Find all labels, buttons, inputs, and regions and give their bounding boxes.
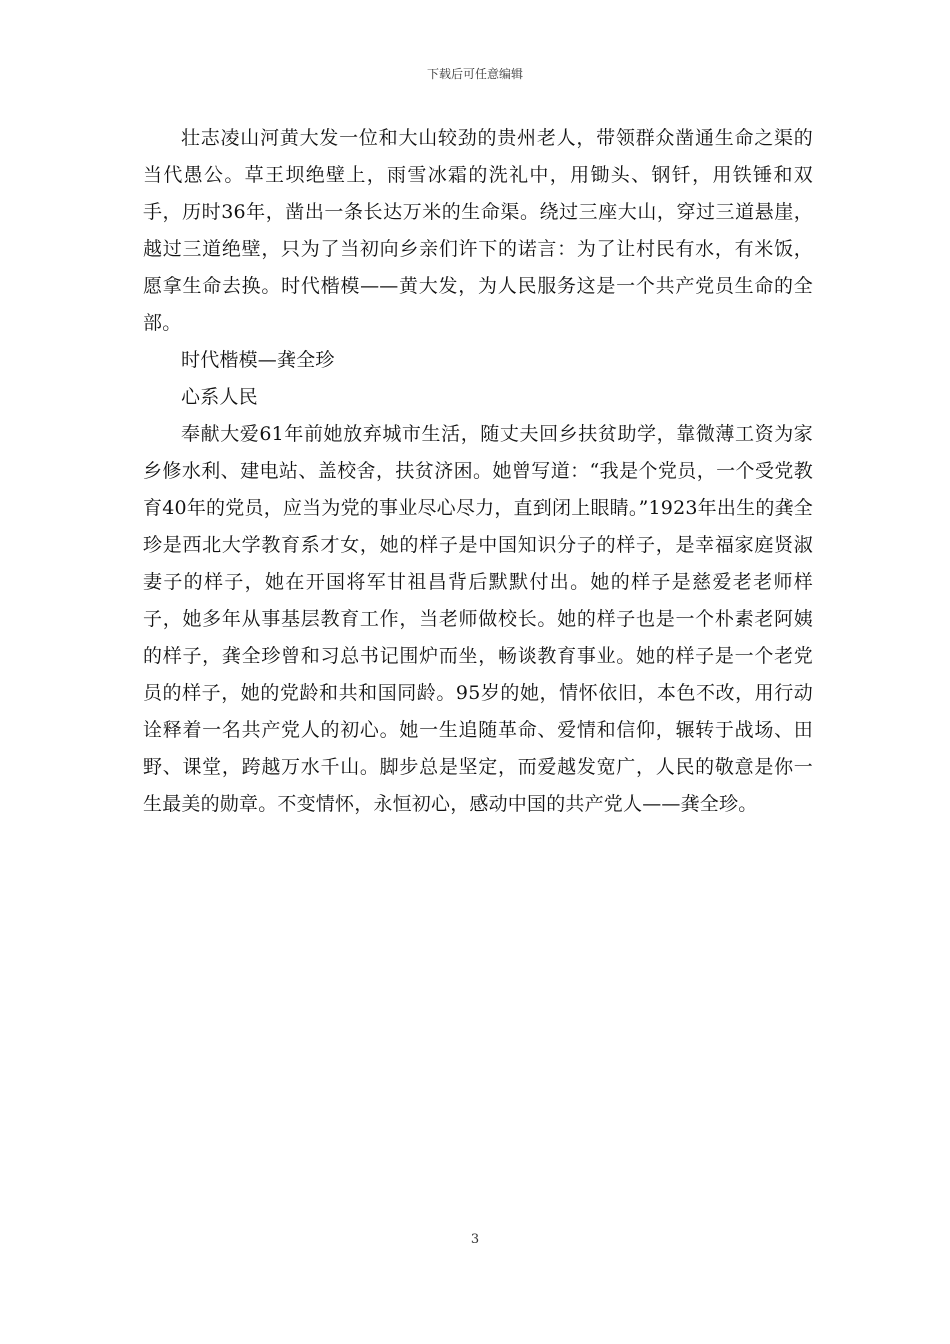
section-subheading: 心系人民 bbox=[181, 386, 258, 408]
page-number: 3 bbox=[470, 1232, 480, 1247]
paragraph-huang-dafa: 壮志凌山河黄大发一位和大山较劲的贵州老人，带领群众凿通生命之渠的当代愚公。草王坝绝壁上，雨雪冰霜的洗礼中，用锄头、钢钎，用铁锤和双手，历时36年，凿出一条长达万米的生命渠。绕过三座大山，穿过三道悬崖，越过三道绝壁，只为了当初向乡亲们许下的诺言：为了让村民有水，有米饭，愿拿生命去换。时代楷模——黄大发，为人民服务这是一个共产党员生命的全部。 bbox=[143, 127, 813, 334]
page-header: 下载后可任意编辑 bbox=[426, 67, 523, 81]
paragraph-gong-quanzhen: 奉献大爱61年前她放弃城市生活，随丈夫回乡扶贫助学，靠微薄工资为家乡修水利、建电站、盖校舍，扶贫济困。她曾写道：“我是个党员，一个受党教育40年的党员，应当为党的事业尽心尽力，直到闭上眼睛。”1923年出生的龚全珍是西北大学教育系才女，她的样子是中国知识分子的样子，是幸福家庭贤淑妻子的样子，她在开国将军甘祖昌背后默默付出。她的样子是慈爱老老师样子，她多年从事基层教育工作，当老师做校长。她的样子也是一个朴素老阿姨的样子，龚全珍曾和习总书记围炉而坐，畅谈教育事业。她的样子是一个老党员的样子，她的党龄和共和国同龄。95岁的她，情怀依旧，本色不改，用行动诠释着一名共产党人的初心。她一生追随革命、爱情和信仰，辗转于战场、田野、课堂，跨越万水千山。脚步总是坚定，而爱越发宽广，人民的敬意是你一生最美的勋章。不变情怀，永恒初心，感动中国的共产党人——龚全珍。 bbox=[143, 423, 813, 815]
body-text bbox=[143, 120, 813, 823]
section-heading-gong-quanzhen: 时代楷模—龚全珍 bbox=[181, 349, 335, 371]
